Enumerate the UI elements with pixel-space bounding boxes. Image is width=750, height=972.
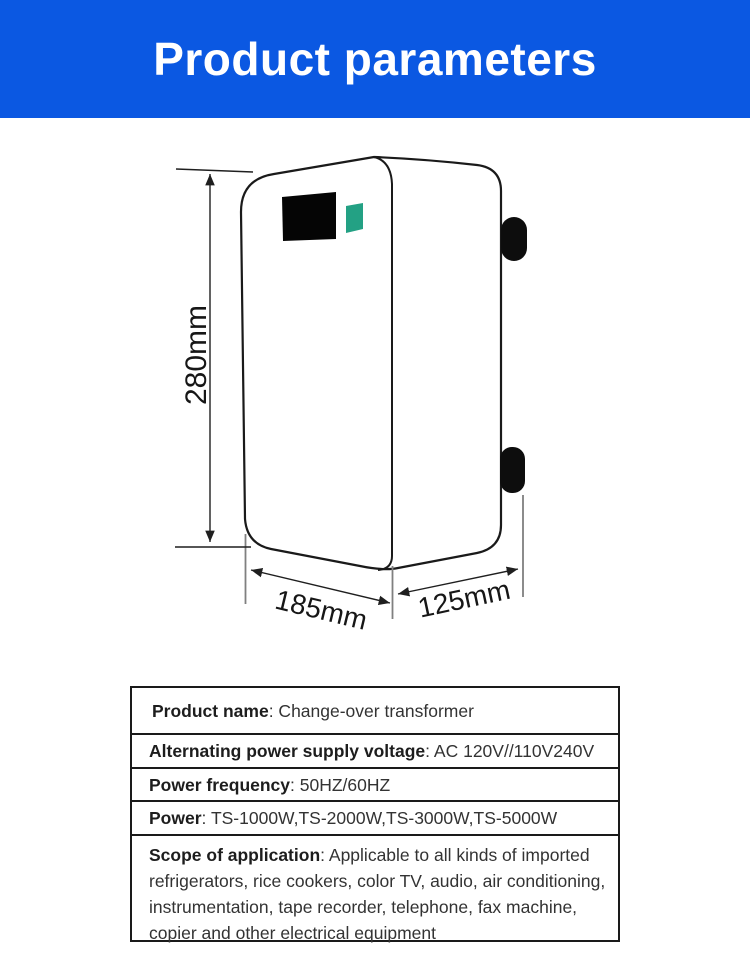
width-dimension-label: 185mm: [272, 583, 371, 636]
row-text: [149, 805, 557, 831]
power-button: [346, 203, 363, 233]
table-row-product-name: [132, 688, 618, 733]
page-title: Product parameters: [153, 33, 597, 85]
table-row-power: [132, 800, 618, 834]
row-label: Power: [149, 808, 202, 828]
row-value: : 50HZ/60HZ: [290, 774, 391, 795]
depth-dimension-label: 125mm: [415, 573, 513, 624]
row-text: [149, 772, 390, 798]
row-label: Alternating power supply voltage: [149, 741, 426, 761]
row-text: [149, 738, 594, 764]
row-value: : TS-1000W,TS-2000W,TS-3000W,TS-5000W: [201, 808, 558, 828]
row-value: : Change-over transformer: [268, 700, 474, 721]
table-row-supply-voltage: [132, 733, 618, 767]
row-label: Product name: [152, 700, 269, 721]
header-banner: [0, 0, 750, 118]
spec-table: [130, 686, 620, 942]
row-label: Scope of application: [149, 845, 321, 865]
row-text: [152, 698, 474, 724]
side-knob-bottom: [500, 447, 525, 493]
height-dimension-label: 280mm: [180, 304, 213, 406]
row-value: : AC 120V//110V240V: [425, 741, 595, 761]
side-knob-top: [501, 217, 527, 261]
row-text: [149, 842, 608, 946]
device-screen: [282, 192, 336, 241]
row-label: Power frequency: [149, 774, 291, 795]
table-row-power-frequency: [132, 767, 618, 800]
table-row-scope-of-application: [132, 834, 618, 943]
product-diagram: [0, 118, 750, 686]
row-value: : Applicable to all kinds of imported refrigerators, rice cookers, color TV, audio, air conditioning, instrumentation, tape recorder, telephone, fax machine, copier and other electrical equipment: [149, 845, 606, 943]
device-outline: [241, 157, 501, 569]
height-ref-line-top: [176, 169, 253, 172]
